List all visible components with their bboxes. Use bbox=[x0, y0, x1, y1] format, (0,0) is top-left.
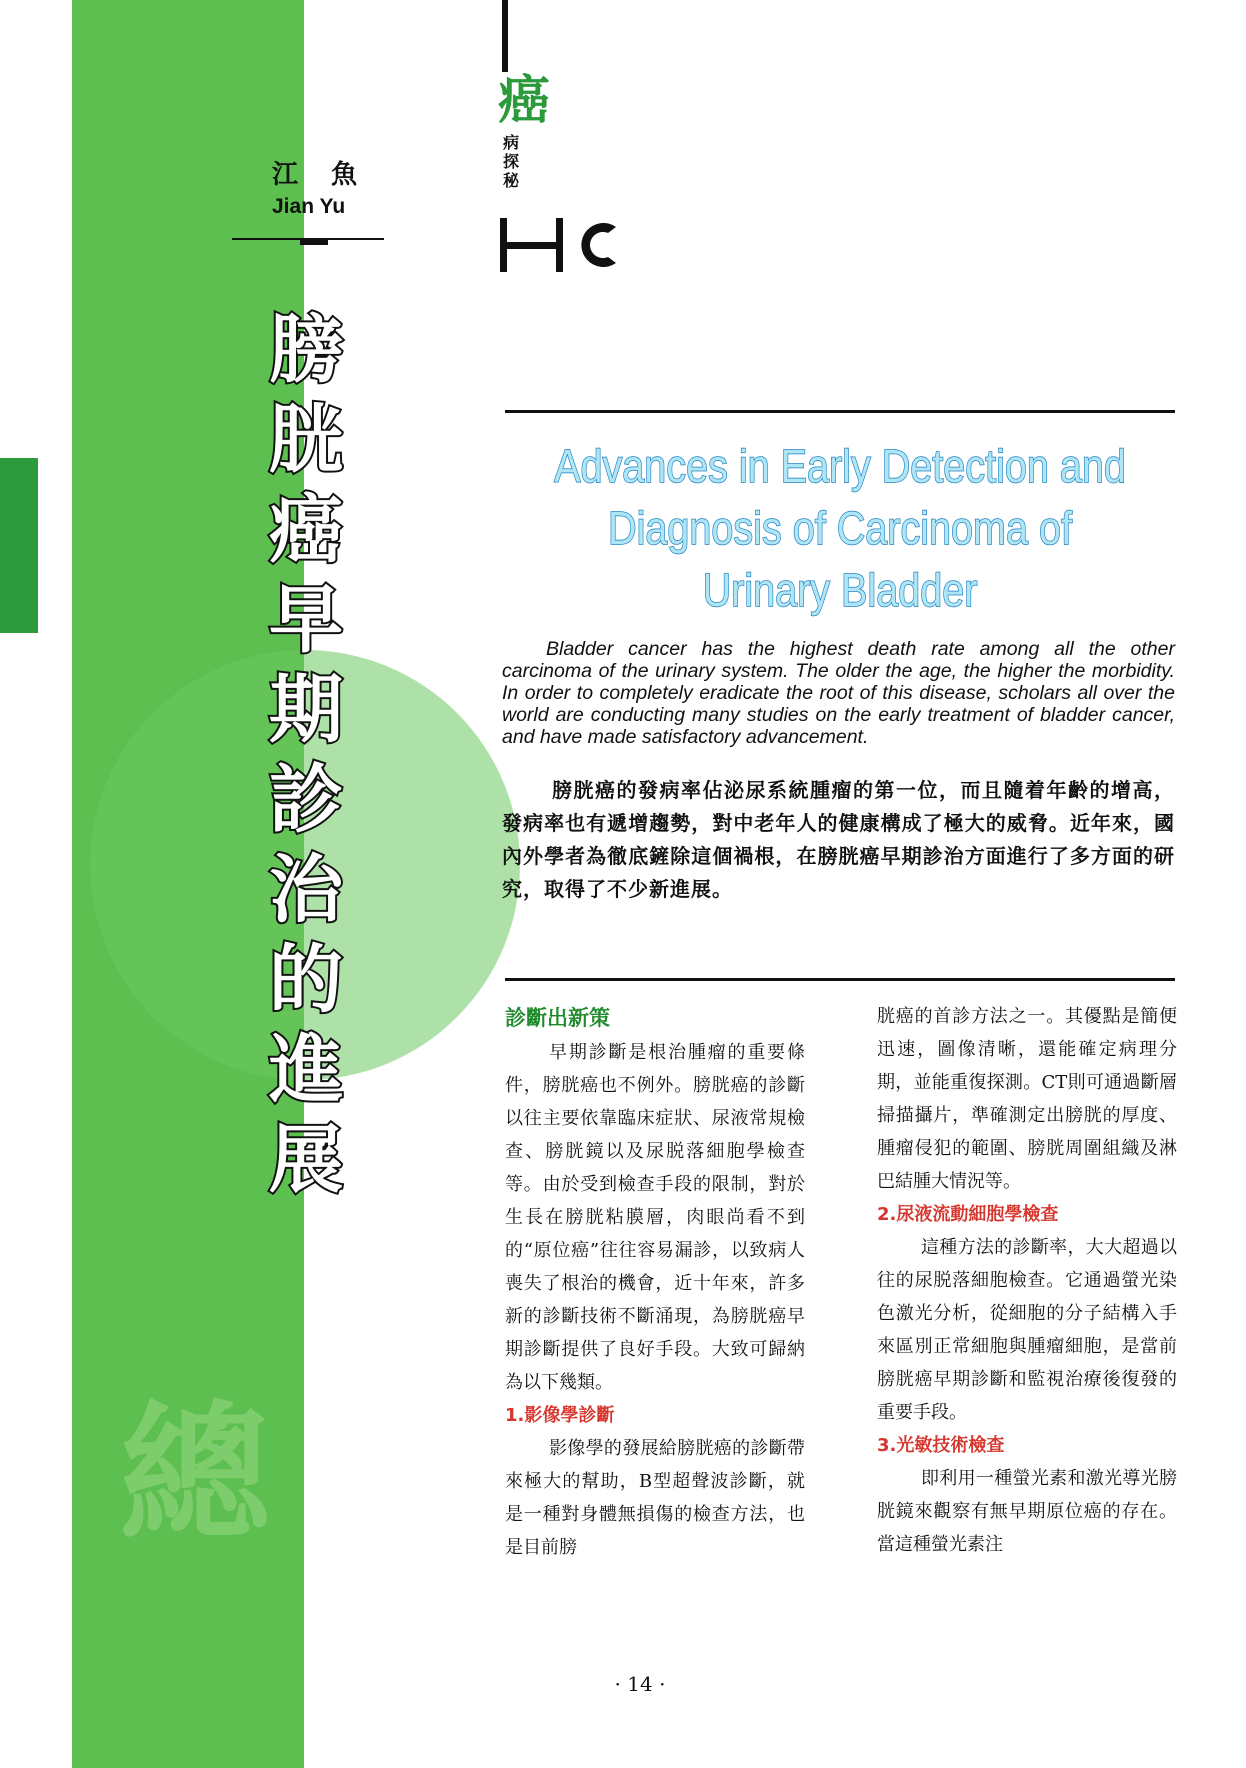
section-heading: 診斷出新策 bbox=[505, 1006, 610, 1030]
vertical-title-char: 膀 bbox=[269, 307, 343, 393]
vertical-title-char: 癌 bbox=[269, 487, 343, 573]
header-rule-top bbox=[505, 410, 1175, 413]
vertical-title-char: 診 bbox=[269, 757, 343, 843]
column-logo-subtitle-char: 探 bbox=[503, 152, 520, 171]
column-logo-subtitle-char: 秘 bbox=[503, 171, 520, 190]
column-logo-mark-icon bbox=[498, 218, 633, 272]
body-column-left bbox=[505, 1000, 805, 1564]
header-rule-bottom bbox=[505, 978, 1175, 981]
decorative-ghost-glyph: 總 bbox=[120, 1390, 271, 1560]
vertical-title-char: 的 bbox=[269, 937, 343, 1023]
subsection-heading: 2.尿液流動細胞學檢查 bbox=[877, 1204, 1059, 1225]
chinese-summary: 膀胱癌的發病率佔泌尿系統腫瘤的第一位，而且隨着年齡的增高，發病率也有遞增趨勢，對中老年人的健康構成了極大的威脅。近年來，國內外學者為徹底鏟除這個禍根，在膀胱癌早期診治方面進行了多方面的研究，取得了不少新進展。 bbox=[502, 778, 1175, 901]
english-title-line: Diagnosis of Carcinoma of bbox=[608, 502, 1072, 554]
vertical-title-char: 胱 bbox=[269, 397, 343, 483]
author-chinese-name: 江 魚 bbox=[272, 160, 370, 190]
body-paragraph: 胱癌的首診方法之一。其優點是簡便迅速，圖像清晰，還能確定病理分期，並能重復探測。CT則可通過斷層掃描攝片，準確測定出膀胱的厚度、腫瘤侵犯的範圍、膀胱周圍組織及淋巴結腫大情況等。 bbox=[877, 1006, 1177, 1192]
page-number: · 14 · bbox=[614, 1672, 666, 1696]
vertical-title-char: 早 bbox=[269, 577, 343, 663]
column-logo-bar bbox=[502, 0, 508, 72]
vertical-article-title bbox=[262, 305, 350, 1205]
vertical-title-char: 進 bbox=[269, 1027, 343, 1113]
subsection-heading: 3.光敏技術檢查 bbox=[877, 1435, 1005, 1456]
vertical-title-char: 展 bbox=[269, 1117, 343, 1203]
vertical-title-char: 治 bbox=[269, 847, 343, 933]
english-title bbox=[552, 435, 1128, 621]
page-edge-tab bbox=[0, 458, 38, 633]
column-logo-subtitle-char: 病 bbox=[503, 133, 520, 152]
body-column-right bbox=[877, 1000, 1177, 1561]
english-abstract: Bladder cancer has the highest death rate among all the other carcinoma of the urinary system. The older the age, the higher the morbidity. In order to completely eradicate the root of this disease, scholars all over the world are conducting many studies on the early treatment of bladder cancer, and have made satisfactory advancement. bbox=[502, 638, 1175, 748]
body-paragraph: 即利用一種螢光素和激光導光膀胱鏡來觀察有無早期原位癌的存在。當這種螢光素注 bbox=[877, 1468, 1177, 1555]
body-paragraph: 這種方法的診斷率，大大超過以往的尿脱落細胞檢查。它通過螢光染色激光分析，從細胞的分子結構入手來區別正常細胞與腫瘤細胞，是當前膀胱癌早期診斷和監視治療後復發的重要手段。 bbox=[877, 1237, 1177, 1423]
column-logo-subtitle bbox=[503, 133, 525, 190]
author-english-name: Jian Yu bbox=[272, 195, 346, 218]
body-paragraph: 早期診斷是根治腫瘤的重要條件，膀胱癌也不例外。膀胱癌的診斷以往主要依靠臨床症狀、尿液常規檢查、膀胱鏡以及尿脱落細胞學檢查等。由於受到檢查手段的限制，對於生長在膀胱粘膜層，肉眼尚看不到的“原位癌”往往容易漏診，以致病人喪失了根治的機會，近十年來，許多新的診斷技術不斷涌現，為膀胱癌早期診斷提供了良好手段。大致可歸納為以下幾類。 bbox=[505, 1042, 805, 1393]
english-title-line: Advances in Early Detection and bbox=[554, 440, 1126, 492]
body-paragraph: 影像學的發展給膀胱癌的診斷帶來極大的幫助，B型超聲波診斷，就是一種對身體無損傷的檢查方法，也是目前膀 bbox=[505, 1438, 805, 1558]
column-logo-main: 癌 bbox=[498, 71, 551, 131]
vertical-title-char: 期 bbox=[269, 667, 343, 753]
author-divider-accent bbox=[300, 238, 328, 245]
english-title-line: Urinary Bladder bbox=[702, 564, 978, 616]
subsection-heading: 1.影像學診斷 bbox=[505, 1405, 615, 1426]
